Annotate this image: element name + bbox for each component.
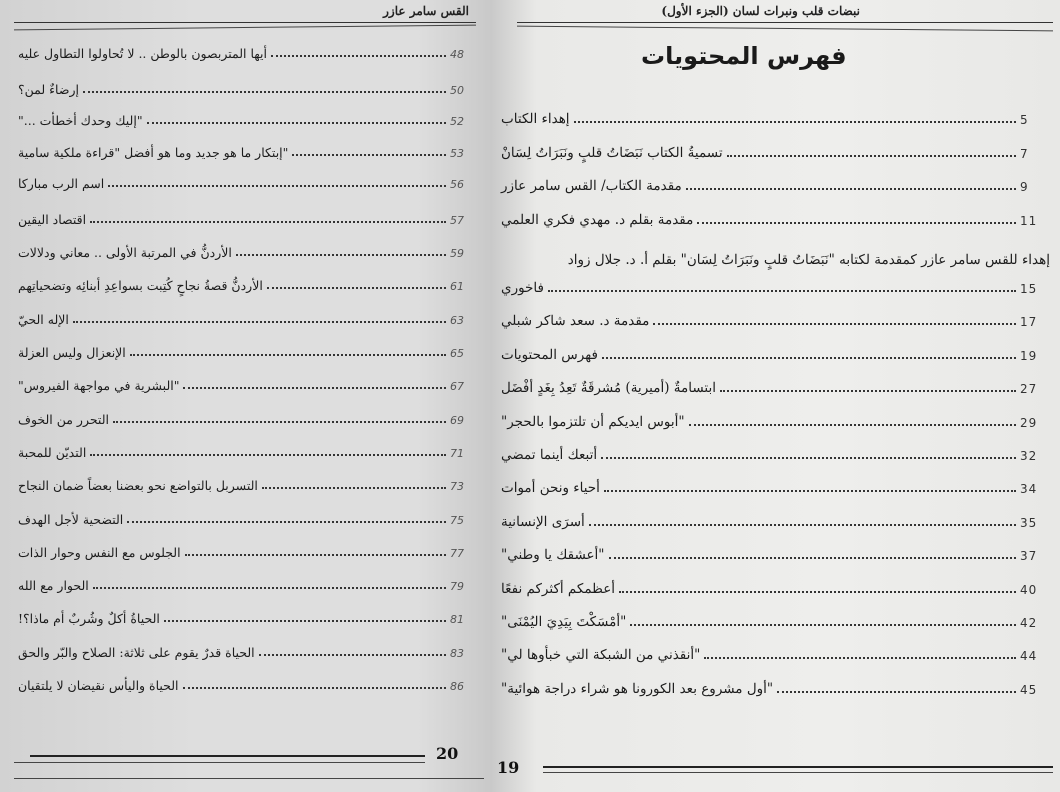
toc-entry-title: "أبوس ايديكم أن تلتزموا بالحجر" <box>501 414 685 430</box>
footer-rule-thin <box>543 772 1053 773</box>
toc-entry <box>18 445 474 460</box>
toc-entry-title: "أنقذني من الشبكة التي خبأوها لي" <box>501 647 701 663</box>
dot-leader <box>697 222 1016 224</box>
dot-leader <box>271 55 446 57</box>
page-number: 19 <box>497 758 520 777</box>
dot-leader <box>236 254 446 256</box>
toc-entry-title: أيها المتربصون بالوطن .. لا تُحاولوا التطاول عليه <box>18 46 267 61</box>
dot-leader <box>704 657 1016 659</box>
toc-entry <box>18 545 474 560</box>
toc-entry <box>18 46 474 61</box>
toc-entry-page: 71 <box>450 447 464 460</box>
page-number: 20 <box>436 744 459 763</box>
dot-leader <box>589 524 1016 526</box>
toc-entry-title: "أعشقك يا وطني" <box>501 547 605 563</box>
toc-entry-page: 45 <box>1020 683 1038 697</box>
dot-leader <box>183 687 446 689</box>
header-rule-thin <box>14 25 476 31</box>
dot-leader <box>777 691 1016 693</box>
toc-entry <box>501 447 1046 463</box>
toc-entry-page: 77 <box>450 547 464 560</box>
toc-entry <box>18 512 474 527</box>
toc-entry <box>501 111 1046 127</box>
toc-entry <box>18 82 474 97</box>
running-head: القس سامر عازر <box>383 4 469 18</box>
toc-entry-page: 35 <box>1020 516 1038 530</box>
right-page <box>491 0 1060 792</box>
toc-entry <box>18 113 474 128</box>
toc-entry-wrapped-line: إهداء للقس سامر عازر كمقدمة لكتابه "نَبَضَاتُ قلبٍ ونَبَرَاتُ لِسَان" بقلم أ. د. جلال زواد <box>567 252 1050 268</box>
toc-entry <box>501 647 1046 663</box>
header-rule <box>14 22 476 23</box>
dot-leader <box>130 354 446 356</box>
toc-entry <box>501 313 1046 329</box>
toc-entry-title: اسم الرب مباركا <box>18 176 105 191</box>
toc-entry-page: 81 <box>450 613 464 626</box>
toc-entry-title: التضحية لأجل الهدف <box>18 512 124 527</box>
toc-entry <box>501 514 1046 530</box>
toc-entry <box>501 280 1046 296</box>
toc-entry-page: 15 <box>1020 282 1038 296</box>
toc-entry-page: 5 <box>1020 113 1029 127</box>
toc-entry-title: الحياة قدرٌ يقوم على ثلاثة: الصلاح والبّر والحق <box>18 645 255 660</box>
dot-leader <box>604 490 1016 492</box>
dot-leader <box>602 357 1016 359</box>
toc-entry <box>501 347 1046 363</box>
toc-entry-page: 29 <box>1020 416 1038 430</box>
dot-leader <box>185 554 446 556</box>
dot-leader <box>113 421 446 423</box>
toc-entry-page: 7 <box>1020 147 1029 161</box>
toc-entry <box>501 414 1046 430</box>
dot-leader <box>630 624 1016 626</box>
dot-leader <box>574 121 1016 123</box>
toc-entry-page: 52 <box>450 115 464 128</box>
toc-entry <box>501 581 1046 597</box>
toc-entry <box>18 678 474 693</box>
toc-entry-page: 86 <box>450 680 464 693</box>
toc-entry-title: "أول مشروع بعد الكورونا هو شراء دراجة هوائية" <box>501 681 774 697</box>
toc-entry <box>18 645 474 660</box>
toc-entry-page: 19 <box>1020 349 1038 363</box>
toc-entry-title: أعظمكم أكثركم نفعًا <box>501 581 616 597</box>
toc-entry-title: "إبتكار ما هو جديد وما هو أفضل "قراءة ملكية سامية <box>18 145 289 160</box>
dot-leader <box>90 454 446 456</box>
footer-rule-bottom <box>14 778 484 779</box>
toc-entry <box>18 278 474 293</box>
toc-entry-title: الحوار مع الله <box>18 578 89 593</box>
dot-leader <box>548 290 1016 292</box>
toc-entry-title: أحياء ونحن أموات <box>501 480 600 496</box>
dot-leader <box>259 654 446 656</box>
toc-entry <box>501 178 1046 194</box>
toc-entry-page: 32 <box>1020 449 1038 463</box>
toc-entry-page: 27 <box>1020 382 1038 396</box>
toc-entry-title: أسرَى الإنسانية <box>501 514 585 530</box>
toc-entry <box>18 378 474 393</box>
toc-entry <box>18 578 474 593</box>
toc-entry-title: التديّن للمحبة <box>18 445 87 460</box>
toc-entry <box>501 547 1046 563</box>
toc-entry <box>18 345 474 360</box>
dot-leader <box>619 591 1016 593</box>
toc-entry-page: 9 <box>1020 180 1029 194</box>
toc-entry-page: 50 <box>450 84 464 97</box>
toc-entry-title: "إليك وحدك أخطأت ..." <box>18 113 143 128</box>
toc-entry <box>501 380 1046 396</box>
toc-entry-page: 69 <box>450 414 464 427</box>
toc-entry-page: 75 <box>450 514 464 527</box>
toc-entry <box>18 145 474 160</box>
toc-entry <box>501 681 1046 697</box>
toc-entry-page: 61 <box>450 280 464 293</box>
toc-entry-page: 53 <box>450 147 464 160</box>
toc-entry-title: فاخوري <box>501 280 544 296</box>
dot-leader <box>83 91 446 93</box>
toc-entry-page: 44 <box>1020 649 1038 663</box>
dot-leader <box>108 185 446 187</box>
toc-entry <box>18 312 474 327</box>
toc-entry-title: مقدمة د. سعد شاكر شبلي <box>501 313 650 329</box>
toc-entry-page: 79 <box>450 580 464 593</box>
toc-entry <box>18 611 474 626</box>
toc-entry-page: 17 <box>1020 315 1038 329</box>
toc-entry-page: 63 <box>450 314 464 327</box>
toc-entry-page: 48 <box>450 48 464 61</box>
footer-rule <box>30 755 425 757</box>
toc-entry-title: مقدمة الكتاب/ القس سامر عازر <box>501 178 682 194</box>
toc-entry-title: الحياة واليأس نقيضان لا يلتقيان <box>18 678 179 693</box>
header-rule <box>517 22 1053 23</box>
dot-leader <box>183 387 446 389</box>
footer-rule <box>543 766 1053 768</box>
toc-entry-page: 37 <box>1020 549 1038 563</box>
left-page <box>0 0 491 792</box>
toc-entry-title: إهداء الكتاب <box>501 111 570 127</box>
header-rule-thin <box>517 26 1053 32</box>
toc-entry <box>18 478 474 493</box>
dot-leader <box>147 122 446 124</box>
dot-leader <box>164 620 446 622</box>
toc-entry-title: إرضاءٌ لمن؟ <box>18 82 79 97</box>
toc-entry-title: أتبعك أينما تمضي <box>501 447 598 463</box>
toc-entry-title: مقدمة بقلم د. مهدي فكري العلمي <box>501 212 694 228</box>
toc-entry <box>18 412 474 427</box>
dot-leader <box>689 424 1016 426</box>
toc-entry-page: 83 <box>450 647 464 660</box>
toc-entry-page: 42 <box>1020 616 1038 630</box>
toc-entry <box>501 145 1046 161</box>
toc-entry-title: "أمْسَكْتَ بِيَدِيَ اليُمْنَى" <box>501 614 627 630</box>
dot-leader <box>601 457 1016 459</box>
toc-entry-page: 65 <box>450 347 464 360</box>
dot-leader <box>292 154 446 156</box>
dot-leader <box>267 287 446 289</box>
dot-leader <box>90 221 446 223</box>
toc-entry-title: الإله الحيّ <box>18 312 69 327</box>
dot-leader <box>727 155 1016 157</box>
dot-leader <box>127 521 446 523</box>
footer-rule-thin <box>14 762 425 763</box>
dot-leader <box>262 487 446 489</box>
toc-entry-title: ابتسامةٌ (أميرية) مُشرقَةٌ تَعِدُ بِغَدٍ أفْضَل <box>501 380 716 396</box>
toc-entry-page: 67 <box>450 380 464 393</box>
toc-entry-title: الحياةُ أكلٌ وشُربٌ أم ماذا؟! <box>18 611 160 626</box>
toc-entry-page: 56 <box>450 178 464 191</box>
toc-entry-title: تسميةُ الكتاب نَبَضَاتُ قلبٍ ونَبَرَاتُ لِسَانْ <box>501 145 723 161</box>
toc-entry <box>18 176 474 191</box>
running-head: نبضات قلب ونبرات لسان (الجزء الأول) <box>661 4 860 18</box>
toc-entry-title: اقتصاد اليقين <box>18 212 87 227</box>
toc-entry-title: "البشرية في مواجهة الفيروس" <box>18 378 180 393</box>
dot-leader <box>686 188 1016 190</box>
toc-entry-title: فهرس المحتويات <box>501 347 598 363</box>
dot-leader <box>609 557 1016 559</box>
toc-entry <box>501 614 1046 630</box>
toc-entry-page: 11 <box>1020 214 1038 228</box>
toc-entry-title: الأردنُّ في المرتبة الأولى .. معاني ودلالات <box>18 245 232 260</box>
toc-entry <box>501 212 1046 228</box>
dot-leader <box>73 321 446 323</box>
toc-entry-page: 34 <box>1020 482 1038 496</box>
dot-leader <box>653 323 1016 325</box>
toc-entry-title: التحرر من الخوف <box>18 412 109 427</box>
toc-entry-page: 57 <box>450 214 464 227</box>
toc-entry-page: 59 <box>450 247 464 260</box>
page-title: فهرس المحتويات <box>641 42 847 70</box>
toc-entry <box>18 212 474 227</box>
toc-entry-page: 73 <box>450 480 464 493</box>
dot-leader <box>93 587 446 589</box>
toc-entry <box>501 480 1046 496</box>
toc-entry-page: 40 <box>1020 583 1038 597</box>
toc-entry-title: الأردنُّ قصةُ نجاحٍ كُتِبت بسواعِدِ أبنائِه وتضحياتِهم <box>18 278 263 293</box>
toc-entry <box>18 245 474 260</box>
toc-entry-title: التسربل بالتواضع نحو بعضنا بعضاً ضمان النجاح <box>18 478 258 493</box>
toc-entry-title: الجلوس مع النفس وحوار الذات <box>18 545 181 560</box>
toc-entry-title: الإنعزال وليس العزلة <box>18 345 126 360</box>
dot-leader <box>720 390 1016 392</box>
